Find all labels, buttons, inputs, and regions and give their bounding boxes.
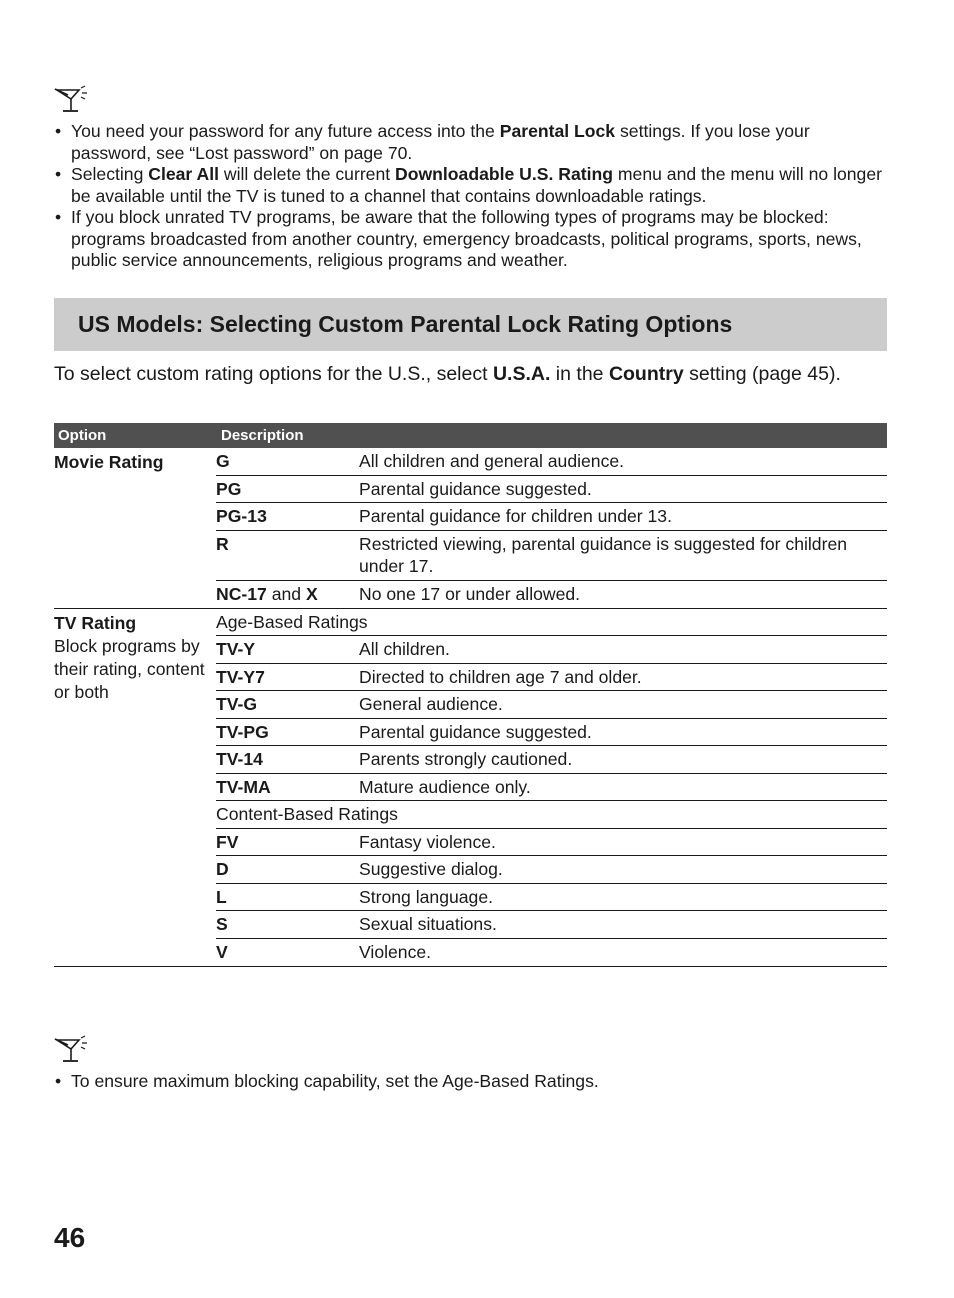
rating-code: PG-13 bbox=[216, 506, 267, 526]
text-run: menu and the menu will no longer be available until the TV is tuned to a channel that contains downloadable ratings. bbox=[71, 164, 882, 206]
rating-row bbox=[216, 774, 887, 802]
subheading-text: Content-Based Ratings bbox=[216, 804, 398, 824]
rating-code: S bbox=[216, 914, 228, 934]
rating-code: R bbox=[216, 533, 229, 554]
header-option: Option bbox=[58, 427, 107, 444]
note-item bbox=[54, 121, 890, 164]
note-item bbox=[54, 207, 890, 272]
text-run: You need your password for any future access into the bbox=[71, 121, 500, 141]
rating-description: Parental guidance suggested. bbox=[359, 721, 592, 742]
rating-code: TV-PG bbox=[216, 721, 269, 742]
text-run: Selecting bbox=[71, 164, 149, 184]
bold-term: U.S.A. bbox=[492, 363, 551, 385]
rating-description: Parental guidance suggested. bbox=[359, 478, 592, 499]
rating-row bbox=[216, 911, 887, 939]
rating-row bbox=[216, 664, 887, 692]
code-term: X bbox=[305, 583, 318, 604]
rating-description: Strong language. bbox=[359, 886, 494, 907]
rating-row bbox=[216, 884, 887, 912]
rating-row bbox=[216, 476, 887, 504]
rating-description: Suggestive dialog. bbox=[359, 859, 503, 879]
bullet-icon: • bbox=[55, 1071, 62, 1091]
notes-list-bottom bbox=[54, 1071, 890, 1093]
rating-row bbox=[216, 503, 887, 531]
text-run: will delete the current bbox=[219, 164, 396, 184]
rating-description: General audience. bbox=[359, 694, 503, 714]
rating-row bbox=[216, 581, 887, 608]
note-item bbox=[54, 164, 890, 207]
rating-row bbox=[216, 829, 887, 857]
option-name: TV Rating bbox=[54, 612, 137, 633]
rating-description: Parents strongly cautioned. bbox=[359, 749, 573, 769]
bold-term: Parental Lock bbox=[499, 121, 616, 141]
rating-row bbox=[216, 448, 887, 476]
rating-code: V bbox=[216, 941, 228, 962]
note-item bbox=[54, 1071, 890, 1093]
rating-code: TV-Y7 bbox=[216, 666, 265, 687]
bold-term: Downloadable U.S. Rating bbox=[395, 164, 614, 184]
rating-description: Restricted viewing, parental guidance is suggested for children under 17. bbox=[359, 533, 848, 576]
intro-paragraph bbox=[54, 362, 890, 387]
code-connector: and bbox=[266, 583, 306, 604]
rating-code: L bbox=[216, 886, 227, 907]
text-run: setting (page 45). bbox=[683, 363, 841, 385]
rating-code: PG bbox=[216, 478, 242, 499]
rating-description: No one 17 or under allowed. bbox=[359, 583, 581, 604]
rating-description: Violence. bbox=[359, 941, 432, 962]
rating-rows bbox=[216, 609, 887, 966]
option-group bbox=[54, 448, 887, 609]
rating-code bbox=[216, 583, 359, 606]
rating-row bbox=[216, 856, 887, 884]
table-header bbox=[54, 423, 887, 448]
rating-code: TV-14 bbox=[216, 749, 263, 769]
rating-code: D bbox=[216, 859, 229, 879]
tip-lamp-icon bbox=[54, 1034, 90, 1064]
rating-row bbox=[216, 691, 887, 719]
subheading-text: Age-Based Ratings bbox=[216, 611, 368, 632]
text-run: in the bbox=[550, 363, 609, 385]
rating-description: Fantasy violence. bbox=[359, 831, 496, 852]
rating-options-table bbox=[54, 423, 887, 967]
bold-term: Clear All bbox=[148, 164, 219, 184]
tip-lamp-icon bbox=[54, 84, 90, 114]
rating-description: Directed to children age 7 and older. bbox=[359, 666, 642, 687]
rating-description: All children and general audience. bbox=[359, 451, 625, 471]
table-body bbox=[54, 448, 887, 967]
rating-description: Sexual situations. bbox=[359, 914, 497, 934]
section-header-bar bbox=[54, 298, 887, 351]
bullet-icon: • bbox=[55, 207, 62, 227]
option-cell bbox=[54, 448, 216, 608]
bullet-icon: • bbox=[55, 164, 62, 184]
option-description: Block programs by their rating, content or both bbox=[54, 635, 205, 702]
text-run: If you block unrated TV programs, be aware that the following types of programs may be blocked: programs broadcasted from another country, emergency broadcasts, political programs, sports, news, public service announcements, religious programs and weather. bbox=[71, 207, 862, 270]
rating-description: Mature audience only. bbox=[359, 776, 531, 797]
page-number: 46 bbox=[54, 1222, 86, 1253]
rating-code: TV-G bbox=[216, 694, 258, 714]
text-run: To ensure maximum blocking capability, set the Age-Based Ratings. bbox=[71, 1071, 599, 1091]
option-name: Movie Rating bbox=[54, 452, 164, 472]
option-cell bbox=[54, 609, 216, 966]
bold-term: Country bbox=[608, 363, 684, 385]
rating-row bbox=[216, 719, 887, 747]
option-group bbox=[54, 609, 887, 967]
rating-row bbox=[216, 636, 887, 664]
rating-row bbox=[216, 939, 887, 966]
rating-subheading bbox=[216, 609, 887, 637]
rating-code: G bbox=[216, 451, 230, 471]
rating-code: TV-Y bbox=[216, 639, 256, 659]
header-description: Description bbox=[221, 427, 304, 444]
rating-code: FV bbox=[216, 831, 239, 852]
text-run: settings. If you lose your password, see “Lost password” on page 70. bbox=[71, 121, 810, 163]
rating-rows bbox=[216, 448, 887, 608]
rating-row bbox=[216, 531, 887, 581]
code-term: NC-17 bbox=[216, 583, 267, 604]
notes-list-top bbox=[54, 121, 890, 272]
rating-description: Parental guidance for children under 13. bbox=[359, 506, 672, 526]
rating-code: TV-MA bbox=[216, 776, 271, 797]
section-title: US Models: Selecting Custom Parental Lock Rating Options bbox=[78, 311, 733, 337]
bullet-icon: • bbox=[55, 121, 62, 141]
rating-subheading bbox=[216, 801, 887, 829]
rating-row bbox=[216, 746, 887, 774]
rating-description: All children. bbox=[359, 639, 450, 659]
text-run: To select custom rating options for the U.S., select bbox=[54, 363, 493, 385]
